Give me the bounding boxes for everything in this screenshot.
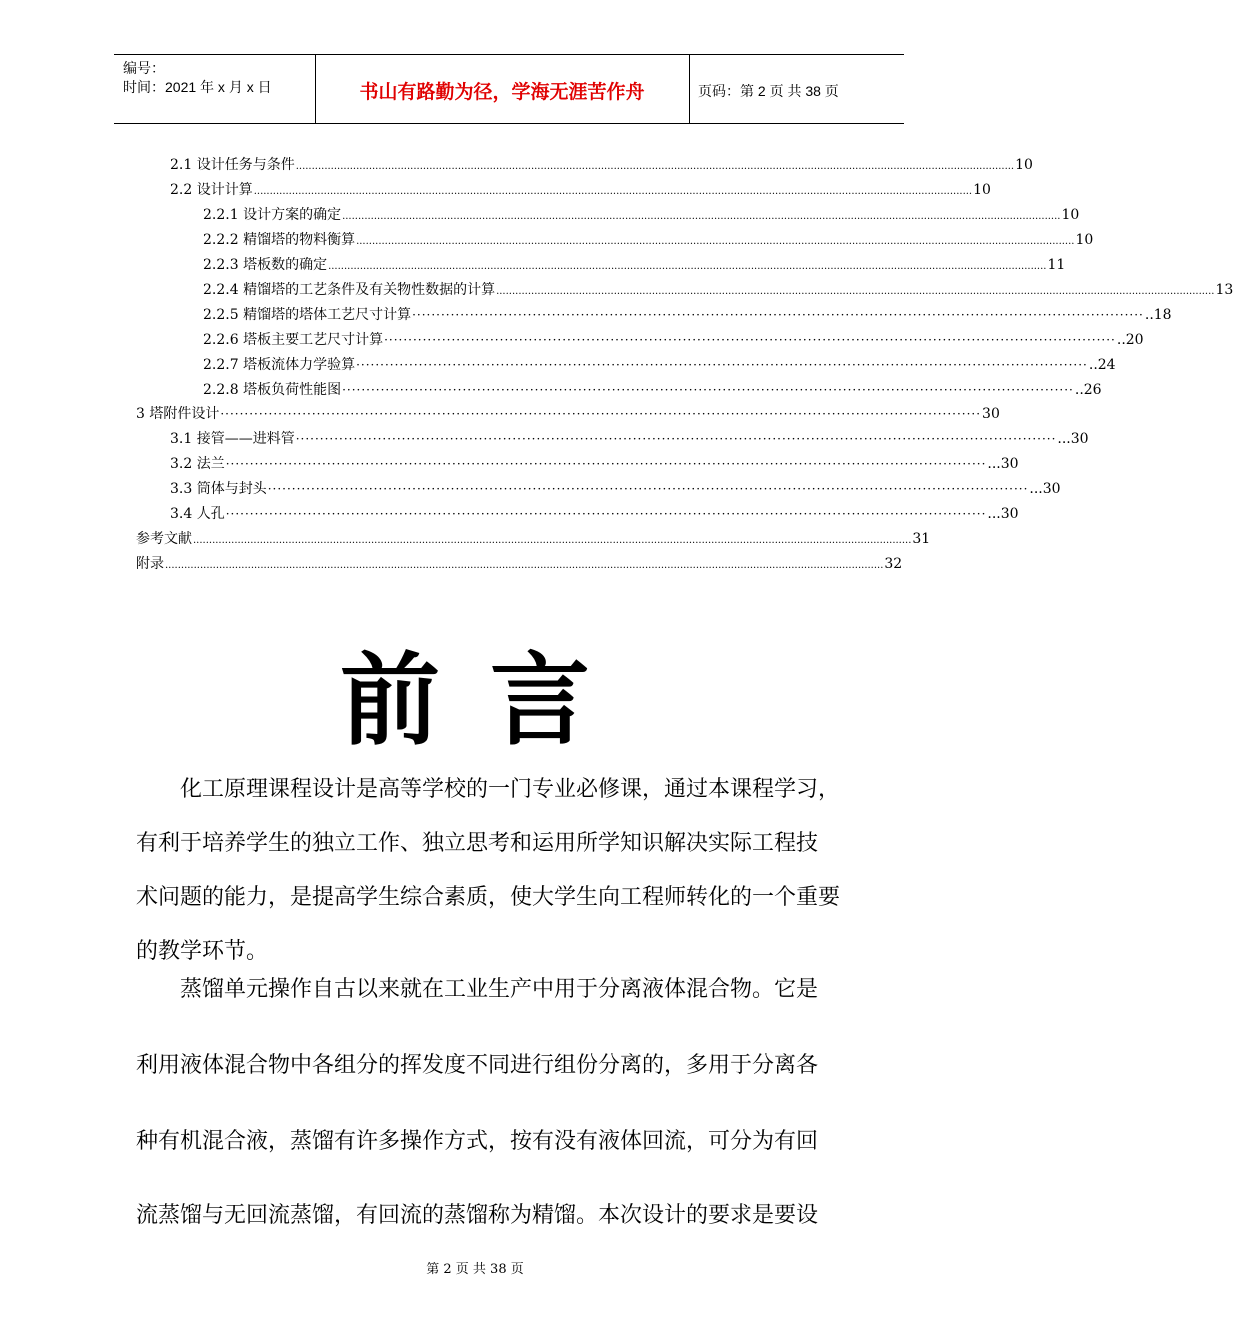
toc-leader: .................................................................................................................................................................................................................................. [496, 286, 1215, 297]
toc-entry-page: 10 [1015, 157, 1033, 173]
toc-leader: .................................................................................................................................................................................................................................. [193, 535, 912, 546]
section-title: 前言 [340, 641, 640, 759]
toc-entry-page: ..26 [1074, 382, 1102, 398]
page-header [114, 54, 904, 124]
time-label: 时间：2021 年 x 月 x 日 [123, 79, 272, 95]
toc-entry-title: 2.1 设计任务与条件 [170, 157, 295, 173]
number-label: 编号： [123, 60, 165, 76]
toc-entry[interactable] [203, 354, 1116, 374]
toc-entry-page: 30 [982, 406, 1000, 422]
toc-entry-page: 13 [1215, 282, 1233, 298]
paragraph-line: 术问题的能力，是提高学生综合素质，使大学生向工程师转化的一个重要 [136, 885, 841, 910]
toc-entry-page: ..20 [1116, 332, 1144, 348]
toc-entry[interactable] [203, 304, 1172, 324]
toc-entry-title: 2.2.4 精馏塔的工艺条件及有关物性数据的计算 [203, 282, 496, 298]
toc-entry[interactable] [203, 279, 1233, 299]
toc-leader: .................................................................................................................................................................................................................................. [253, 186, 973, 197]
toc-entry-page: 10 [1061, 207, 1080, 223]
toc-leader: .................................................................................................................................................................................................................................. [356, 236, 1075, 247]
paragraph-line: 流蒸馏与无回流蒸馏，有回流的蒸馏称为精馏。本次设计的要求是要设 [136, 1203, 819, 1228]
toc-entry-page: 11 [1047, 257, 1066, 273]
toc-entry-title: 2.2 设计计算 [170, 182, 253, 198]
toc-entry-page: ...30 [987, 456, 1019, 472]
toc-entry[interactable] [203, 229, 1094, 249]
toc-entry[interactable] [136, 403, 1000, 423]
toc-entry-page: ..24 [1088, 357, 1116, 373]
paragraph-line: 的教学环节。 [136, 939, 269, 964]
toc-entry[interactable] [203, 329, 1144, 349]
toc-entry-page: 10 [1075, 232, 1094, 248]
toc-leader: ······························································································································································ [295, 432, 1057, 446]
toc-entry-title: 2.2.3 塔板数的确定 [203, 257, 328, 273]
toc-leader: ······························································································································································ [225, 457, 987, 471]
toc-entry-title: 3.1 接管——进料管 [170, 431, 295, 447]
toc-leader: ························································································································································ [412, 308, 1144, 322]
toc-leader: .................................................................................................................................................................................................................................. [165, 560, 884, 571]
toc-entry-page: 32 [884, 556, 903, 572]
toc-entry-page: ...30 [1029, 481, 1061, 497]
toc-entry[interactable] [136, 528, 931, 548]
toc-entry-title: 2.2.1 设计方案的确定 [203, 207, 342, 223]
toc-leader: ······························································································································································ [267, 482, 1029, 496]
paragraph-line: 有利于培养学生的独立工作、独立思考和运用所学知识解决实际工程技 [136, 831, 819, 856]
toc-entry[interactable] [170, 428, 1089, 448]
toc-entry-page: ...30 [987, 506, 1019, 522]
toc-entry-page: ...30 [1057, 431, 1089, 447]
toc-entry-title: 2.2.8 塔板负荷性能图 [203, 382, 342, 398]
toc-entry[interactable] [170, 503, 1019, 523]
toc-entry[interactable] [170, 154, 1033, 174]
header-page-cell [689, 55, 904, 123]
toc-leader: .................................................................................................................................................................................................................................. [295, 161, 1015, 172]
toc-entry-title: 附录 [136, 556, 164, 572]
toc-leader: ························································································································································ [384, 333, 1116, 347]
toc-entry-title: 2.2.6 塔板主要工艺尺寸计算 [203, 332, 384, 348]
toc-leader: .................................................................................................................................................................................................................................. [342, 211, 1061, 222]
toc-entry[interactable] [203, 204, 1080, 224]
toc-entry-page: ..18 [1144, 307, 1172, 323]
toc-entry-title: 3 塔附件设计 [136, 406, 220, 422]
toc-entry[interactable] [170, 179, 991, 199]
toc-entry-title: 3.4 人孔 [170, 506, 225, 522]
toc-entry-page: 31 [912, 531, 931, 547]
toc-entry[interactable] [203, 254, 1066, 274]
toc-leader: ························································································································································ [342, 383, 1074, 397]
toc-entry[interactable] [170, 453, 1019, 473]
paragraph-line: 蒸馏单元操作自古以来就在工业生产中用于分离液体混合物。它是 [180, 977, 819, 1002]
toc-entry-title: 2.2.5 精馏塔的塔体工艺尺寸计算 [203, 307, 412, 323]
toc-entry-title: 3.2 法兰 [170, 456, 225, 472]
motto: 书山有路勤为径，学海无涯苦作舟 [359, 81, 645, 103]
toc-entry[interactable] [136, 553, 903, 573]
header-motto-cell [315, 55, 690, 123]
toc-entry-page: 10 [973, 182, 991, 198]
toc-entry-title: 参考文献 [136, 531, 192, 547]
toc-leader: ························································································································································ [356, 358, 1088, 372]
toc-leader: .................................................................................................................................................................................................................................. [328, 261, 1047, 272]
toc-entry[interactable] [170, 478, 1061, 498]
header-meta [114, 55, 316, 123]
toc-leader: ······························································································································································ [220, 407, 982, 421]
paragraph-line: 种有机混合液，蒸馏有许多操作方式，按有没有液体回流，可分为有回 [136, 1129, 819, 1154]
page-footer: 第 2 页 共 38 页 [426, 1262, 524, 1277]
toc-entry-title: 3.3 筒体与封头 [170, 481, 267, 497]
page-info: 页码：第 2 页 共 38 页 [698, 83, 839, 99]
toc-entry[interactable] [203, 379, 1102, 399]
paragraph-line: 利用液体混合物中各组分的挥发度不同进行组份分离的，多用于分离各 [136, 1053, 819, 1078]
toc-leader: ······························································································································································ [225, 507, 987, 521]
paragraph-line: 化工原理课程设计是高等学校的一门专业必修课，通过本课程学习， [180, 777, 841, 802]
toc-entry-title: 2.2.7 塔板流体力学验算 [203, 357, 356, 373]
toc-entry-title: 2.2.2 精馏塔的物料衡算 [203, 232, 356, 248]
